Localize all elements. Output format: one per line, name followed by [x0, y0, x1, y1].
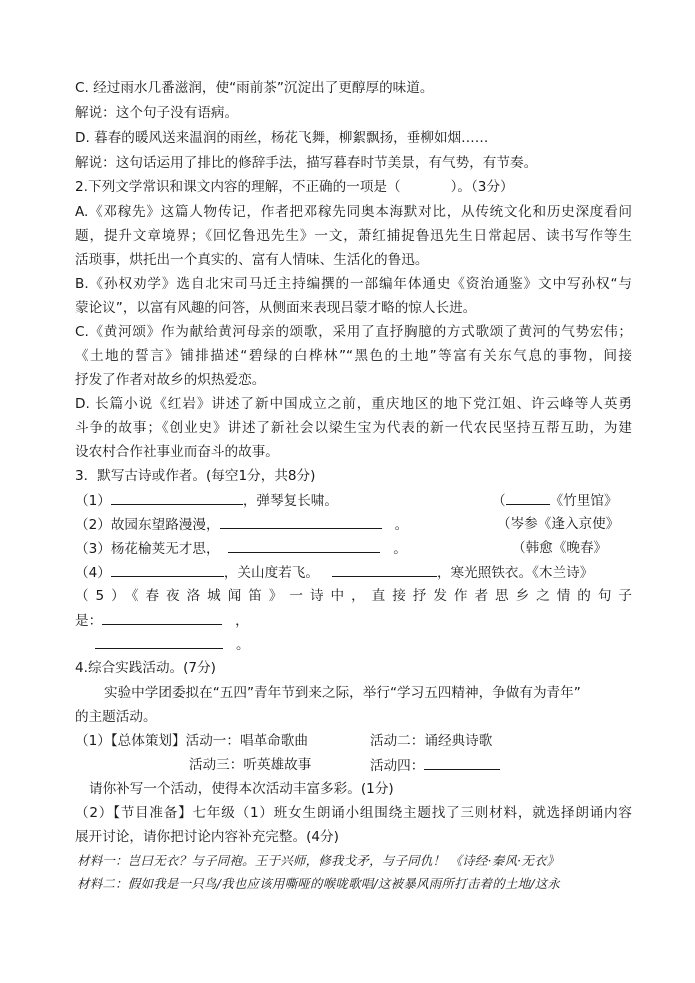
q3-line2-text: （2）故园东望路漫漫，	[75, 517, 220, 533]
q2-option-d-line2: 斗争的故事；《创业史》讲述了新社会以梁生宝为代表的新一代农民坚持互帮互助，为建	[75, 420, 632, 436]
question-2-stem-a: 2.下列文学常识和课文内容的理解，不正确的一项是（	[75, 179, 401, 195]
q3-line2-source: （岑参《逢入京使》	[497, 516, 620, 532]
q3-line2	[75, 514, 408, 535]
q2-option-d-line3: 设农村合作社事业而奋斗的故事。	[75, 444, 279, 460]
q3-line1-source	[492, 490, 618, 511]
option-d: D. 暮春的暖风送来温润的雨丝，杨花飞舞，柳絮飘扬，垂柳如烟……	[75, 130, 489, 146]
question-2-stem-b: ）。（3分）	[450, 179, 514, 195]
q4-activity-2: 活动二：诵经典诗歌	[370, 733, 493, 749]
q3-blank-author[interactable]	[506, 490, 550, 505]
q3-blank-7[interactable]	[95, 634, 223, 649]
question-3-stem: 3．默写古诗或作者。(每空1分，共8分)	[75, 468, 316, 484]
q3-line4-end: ，寒光照铁衣。《木兰诗》	[436, 565, 594, 581]
q2-option-a-line2: 题，提升文章境界；《回忆鲁迅先生》一文，萧红捕捉鲁迅先生日常起居、读书写作等生	[75, 228, 632, 244]
q3-line5c	[95, 634, 250, 655]
q4-prep-line2: 展开讨论，请你把讨论内容补充完整。(4分)	[75, 829, 339, 845]
q3-line1	[75, 490, 338, 511]
q3-line3	[75, 538, 407, 559]
q3-line1-source-paren: （	[492, 493, 506, 509]
q3-line1-number: （1）	[75, 493, 111, 509]
explanation-c: 解说：这个句子没有语病。	[75, 105, 239, 121]
material-2: 材料二：假如我是一只鸟/我也应该用嘶哑的喉咙歌唱/这被暴风雨所打击着的土地/这永	[77, 876, 561, 891]
q3-line4	[75, 562, 593, 583]
q2-option-a-line3: 活琐事，烘托出一个真实的、富有人情味、生活化的鲁迅。	[75, 252, 429, 268]
q4-activity-4-blank[interactable]	[424, 755, 500, 770]
q2-option-a-line1: A.《邓稼先》这篇人物传记，作者把邓稼先同奥本海默对比，从传统文化和历史深度看问	[75, 204, 632, 220]
q2-option-b-line2: 蒙论议”，以富有风趣的问答，从侧面来表现吕蒙才略的惊人长进。	[75, 300, 477, 316]
question-2-stem	[75, 177, 514, 197]
q2-option-c-line2: 《土地的誓言》铺排描述“碧绿的白桦林”“黑色的土地”等富有关东气息的事物，间接	[75, 348, 632, 364]
q3-line5b	[75, 610, 249, 631]
explanation-d: 解说：这句话运用了排比的修辞手法，描写暮春时节美景，有气势，有节奏。	[75, 155, 538, 171]
q3-blank-1[interactable]	[111, 490, 243, 505]
q2-option-d-line1: D. 长篇小说《红岩》讲述了新中国成立之前，重庆地区的地下党江姐、许云峰等人英勇	[75, 396, 632, 412]
q3-line5: （5）《春夜洛城闻笛》一诗中，直接抒发作者思乡之情的句子	[75, 588, 632, 604]
q3-line4-number: （4）	[75, 565, 111, 581]
q2-option-b-line1: B.《孙权劝学》选自北宋司马迁主持编撰的一部编年体通史《资治通鉴》文中写孙权“与	[75, 276, 632, 292]
q3-line5b-prefix: 是：	[75, 613, 103, 629]
q4-prep-line1: （2）【节目准备】七年级（1）班女生朗诵小组围绕主题找了三则材料，就选择朗诵内容	[75, 805, 632, 821]
q3-line1-source-title: 《竹里馆》	[549, 493, 618, 509]
q3-line5b-comma: ，	[235, 613, 249, 629]
option-c: C. 经过雨水几番滋润，使“雨前茶”沉淀出了更醇厚的味道。	[75, 80, 434, 96]
q4-plan-ask: 请你补写一个活动，使得本次活动丰富多彩。(1分)	[89, 781, 394, 797]
q3-line1-text: ，弹琴复长啸。	[242, 493, 338, 509]
q3-line4-mid: ，关山度若飞。	[223, 565, 319, 581]
q4-activity-4-label: 活动四：	[370, 758, 425, 774]
q3-line3-source: （韩愈《晚春》	[512, 540, 608, 556]
q3-blank-6[interactable]	[102, 610, 222, 625]
material-1: 材料一：岂曰无衣？与子同袍。王于兴师，修我戈矛，与子同仇！ 《诗经·秦风·无衣》	[77, 853, 560, 868]
q3-line5c-end: 。	[235, 637, 250, 653]
q3-blank-4[interactable]	[111, 562, 224, 577]
q4-intro-line1: 实验中学团委拟在“五四”青年节到来之际，举行“学习五四精神，争做有为青年”	[104, 685, 581, 701]
q2-option-c-line3: 抒发了作者对故乡的炽热爱恋。	[75, 372, 266, 388]
q3-blank-5[interactable]	[332, 562, 437, 577]
q3-line2-end: 。	[394, 517, 409, 533]
q3-blank-3[interactable]	[228, 538, 380, 553]
q4-activity-3: 活动三：听英雄故事	[189, 757, 312, 773]
q4-plan-label: （1）【总体策划】活动一：唱革命歌曲	[75, 733, 308, 749]
q4-intro-line2: 的主题活动。	[75, 709, 157, 725]
q2-option-c-line1: C.《黄河颂》作为献给黄河母亲的颂歌，采用了直抒胸臆的方式歌颂了黄河的气势宏伟；	[75, 324, 632, 340]
q4-activity-4	[370, 755, 500, 776]
q3-line3-text: （3）杨花榆荚无才思，	[75, 541, 220, 557]
q3-blank-2[interactable]	[220, 514, 382, 529]
question-4-stem: 4.综合实践活动。(7分)	[75, 660, 216, 676]
q3-line3-end: 。	[393, 541, 407, 557]
